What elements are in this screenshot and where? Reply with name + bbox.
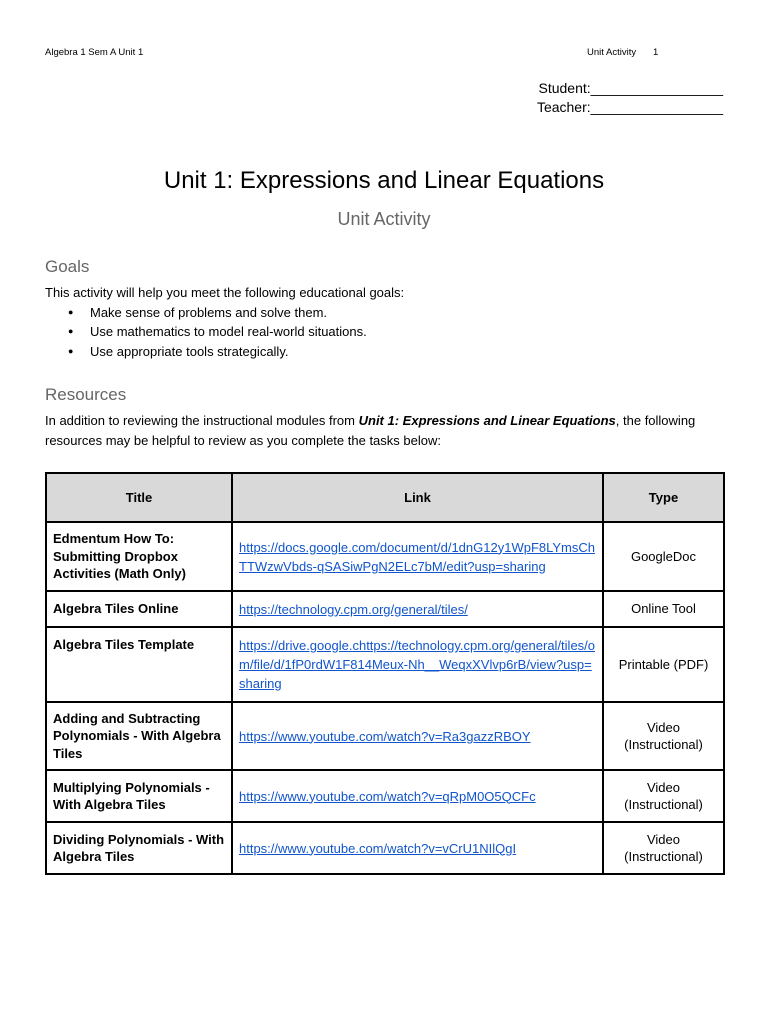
column-header-link: Link — [232, 473, 603, 522]
resource-type: Online Tool — [603, 591, 724, 627]
goals-heading: Goals — [45, 257, 90, 276]
resources-intro — [45, 411, 733, 451]
resource-type: Printable (PDF) — [603, 627, 724, 702]
resource-link-cell — [232, 702, 603, 770]
goals-intro: This activity will help you meet the following educational goals: — [45, 285, 405, 300]
resource-title: Algebra Tiles Online — [46, 591, 232, 627]
table-row — [46, 702, 724, 770]
resource-title: Edmentum How To: Submitting Dropbox Activities (Math Only) — [46, 522, 232, 591]
resource-type: Video (Instructional) — [603, 770, 724, 822]
resource-link-cell — [232, 591, 603, 627]
resource-link-cell — [232, 522, 603, 591]
page-title: Unit 1: Expressions and Linear Equations — [163, 167, 605, 194]
resource-link-cell — [232, 822, 603, 874]
header-course: Algebra 1 Sem A Unit 1 — [45, 47, 144, 58]
table-row — [46, 627, 724, 702]
column-header-type: Type — [603, 473, 724, 522]
teacher-field[interactable]: Teacher:_________________ — [536, 99, 723, 115]
student-field[interactable]: Student:_________________ — [538, 80, 723, 96]
page-subtitle: Unit Activity — [337, 209, 431, 229]
resources-intro-text: , the following resources may be helpful to review as you complete the tasks below: — [45, 413, 696, 448]
page-number: 1 — [653, 47, 659, 58]
resource-type: GoogleDoc — [603, 522, 724, 591]
resource-link-cell — [232, 627, 603, 702]
name-fields — [537, 79, 723, 117]
table-row — [46, 822, 724, 874]
resource-link[interactable]: https://technology.cpm.org/general/tiles/ — [239, 601, 468, 617]
column-header-title: Title — [46, 473, 232, 522]
table-row — [46, 591, 724, 627]
resource-link[interactable]: https://www.youtube.com/watch?v=qRpM0O5QCFc — [239, 788, 536, 804]
resource-link[interactable]: https://www.youtube.com/watch?v=Ra3gazzRBOY — [239, 728, 531, 744]
goals-list — [45, 303, 725, 362]
resource-link[interactable]: https://docs.google.com/document/d/1dnG12y1WpF8LYmsChTTWzwVbds-qSASiwPgN2ELc7bM/edit?usp=sharing — [239, 539, 596, 574]
table-row — [46, 770, 724, 822]
resource-title: Multiplying Polynomials - With Algebra Tiles — [46, 770, 232, 822]
resource-link[interactable]: https://drive.google.chttps://technology.cpm.org/general/tiles/om/file/d/1fP0rdW1F814Meux-Nh__WeqxXVlvp6rB/view?usp=sharing — [239, 638, 596, 691]
resources-intro-text: In addition to reviewing the instructional modules from — [45, 413, 359, 428]
resource-title: Dividing Polynomials - With Algebra Tiles — [46, 822, 232, 874]
goal-item: ● Make sense of problems and solve them. — [45, 303, 725, 323]
resource-title: Adding and Subtracting Polynomials - With Algebra Tiles — [46, 702, 232, 770]
resource-link[interactable]: https://www.youtube.com/watch?v=vCrU1NIlQgI — [239, 840, 517, 856]
table-header-row — [46, 473, 724, 522]
resources-heading: Resources — [45, 385, 127, 404]
goals-section — [45, 283, 725, 362]
resources-table — [45, 472, 725, 875]
header-doc-type: Unit Activity — [587, 47, 637, 58]
resource-type: Video (Instructional) — [603, 822, 724, 874]
resource-link-cell — [232, 770, 603, 822]
goal-item: ● Use mathematics to model real-world situations. — [45, 322, 725, 342]
resource-title: Algebra Tiles Template — [46, 627, 232, 702]
table-row — [46, 522, 724, 591]
resource-type: Video (Instructional) — [603, 702, 724, 770]
goal-item: ● Use appropriate tools strategically. — [45, 342, 725, 362]
resources-intro-unit-name: Unit 1: Expressions and Linear Equations — [358, 413, 616, 428]
